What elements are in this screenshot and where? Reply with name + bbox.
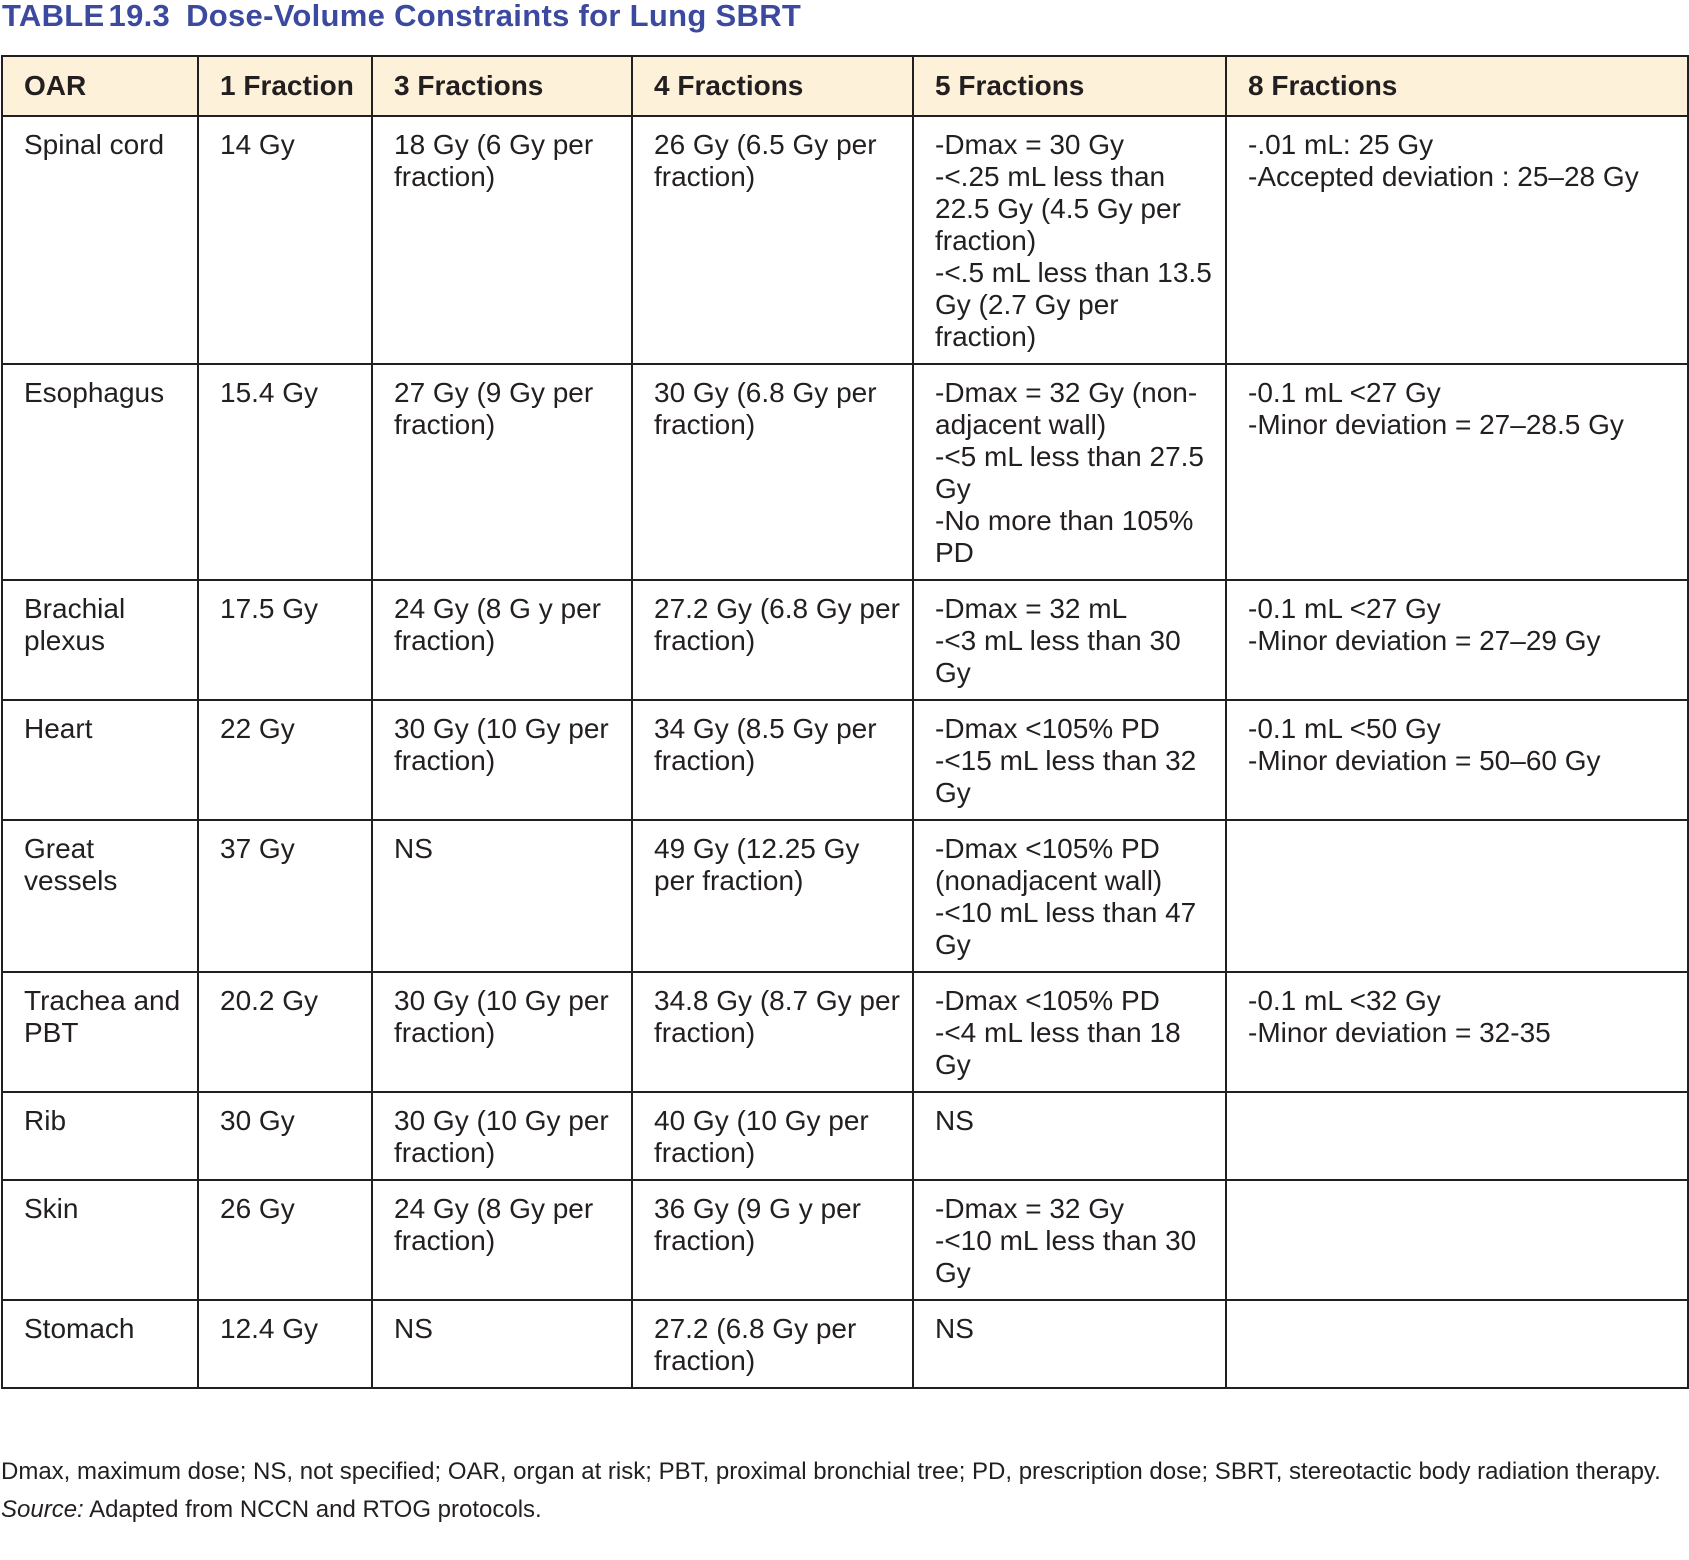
cell-line: Brachial plexus (24, 593, 133, 656)
cell-line: -Minor deviation = 50–60 Gy (1248, 745, 1601, 776)
dose-cell (372, 820, 632, 972)
cell-line: -<3 mL less than 30 Gy (935, 625, 1189, 688)
cell-line: Skin (24, 1193, 79, 1224)
dose-cell (1226, 1300, 1688, 1388)
organ-cell (2, 116, 198, 364)
cell-line: 22 Gy (220, 713, 295, 744)
dose-cell (913, 972, 1226, 1092)
dose-cell (913, 700, 1226, 820)
dose-cell (198, 1300, 372, 1388)
dose-cell (198, 1180, 372, 1300)
dose-cell (1226, 364, 1688, 580)
cell-line: -<5 mL less than 27.5 Gy (935, 441, 1212, 504)
organ-cell (2, 1092, 198, 1180)
cell-line: 24 Gy (8 G y per fraction) (394, 593, 609, 656)
column-header: 4 Fractions (632, 56, 913, 116)
cell-line: Esophagus (24, 377, 165, 408)
cell-line: NS (394, 833, 433, 864)
cell-line: NS (935, 1313, 974, 1344)
cell-line: -Dmax = 32 Gy (non-adjacent wall) (935, 377, 1198, 440)
cell-line: -<15 mL less than 32 Gy (935, 745, 1205, 808)
footnote: Dmax, maximum dose; NS, not specified; OAR, organ at risk; PBT, proximal bronchial tree; PD, prescription dose; SBRT, stereotactic body radiation therapy. (1, 1458, 1661, 1485)
cell-line: 36 Gy (9 G y per fraction) (654, 1193, 869, 1256)
cell-line: -<10 mL less than 47 Gy (935, 897, 1205, 960)
dose-cell (372, 700, 632, 820)
dose-cell (198, 972, 372, 1092)
dose-cell (632, 116, 913, 364)
column-header: 1 Fraction (198, 56, 372, 116)
cell-line: 37 Gy (220, 833, 295, 864)
organ-cell (2, 972, 198, 1092)
dose-cell (372, 364, 632, 580)
cell-line: 27.2 (6.8 Gy per fraction) (654, 1313, 865, 1376)
cell-line: Great vessels (24, 833, 118, 896)
table-row (2, 580, 1688, 700)
organ-cell (2, 580, 198, 700)
cell-line: 12.4 Gy (220, 1313, 319, 1344)
column-header: OAR (2, 56, 198, 116)
dose-cell (632, 700, 913, 820)
organ-cell (2, 364, 198, 580)
cell-line: -0.1 mL <27 Gy (1248, 377, 1441, 408)
dose-cell (1226, 820, 1688, 972)
cell-line: 27 Gy (9 Gy per fraction) (394, 377, 601, 440)
dose-cell (1226, 700, 1688, 820)
dose-cell (372, 1180, 632, 1300)
table-number: 19.3 (108, 0, 171, 33)
column-header: 5 Fractions (913, 56, 1226, 116)
header-row (2, 56, 1688, 116)
cell-line: 17.5 Gy (220, 593, 319, 624)
dose-cell (913, 820, 1226, 972)
source-line (1, 1495, 1681, 1525)
dose-cell (372, 116, 632, 364)
organ-cell (2, 700, 198, 820)
table-caption: Dose-Volume Constraints for Lung SBRT (186, 0, 802, 33)
dose-cell (632, 1300, 913, 1388)
dose-cell (913, 1092, 1226, 1180)
table-row (2, 1092, 1688, 1180)
cell-line: -0.1 mL <27 Gy (1248, 593, 1441, 624)
cell-line: -Accepted deviation : 25–28 Gy (1248, 161, 1639, 192)
dose-cell (198, 580, 372, 700)
table-row (2, 116, 1688, 364)
organ-cell (2, 1300, 198, 1388)
dose-cell (913, 1300, 1226, 1388)
column-header: 8 Fractions (1226, 56, 1688, 116)
cell-line: 34 Gy (8.5 Gy per fraction) (654, 713, 885, 776)
organ-cell (2, 1180, 198, 1300)
cell-line: 26 Gy (6.5 Gy per fraction) (654, 129, 885, 192)
source-label: Source: (1, 1496, 84, 1523)
source-text: Adapted from NCCN and RTOG protocols. (89, 1496, 542, 1523)
cell-line: -0.1 mL <32 Gy (1248, 985, 1441, 1016)
table-notes (1, 1457, 1681, 1525)
cell-line: 14 Gy (220, 129, 295, 160)
cell-line: 30 Gy (10 Gy per fraction) (394, 985, 617, 1048)
dose-cell (1226, 1092, 1688, 1180)
cell-line: Heart (24, 713, 93, 744)
dose-cell (198, 116, 372, 364)
dose-cell (198, 1092, 372, 1180)
cell-line: 15.4 Gy (220, 377, 319, 408)
table-row (2, 972, 1688, 1092)
cell-line: 24 Gy (8 Gy per fraction) (394, 1193, 601, 1256)
cell-line: -.01 mL: 25 Gy (1248, 129, 1434, 160)
dose-cell (913, 580, 1226, 700)
dose-cell (632, 972, 913, 1092)
cell-line: Spinal cord (24, 129, 165, 160)
cell-line: 27.2 Gy (6.8 Gy per fraction) (654, 593, 908, 656)
table-row (2, 700, 1688, 820)
dose-cell (632, 364, 913, 580)
dose-cell (1226, 1180, 1688, 1300)
table-title-label: TABLE (2, 0, 105, 33)
cell-line: 18 Gy (6 Gy per fraction) (394, 129, 601, 192)
cell-line: 40 Gy (10 Gy per fraction) (654, 1105, 877, 1168)
cell-line: 49 Gy (12.25 Gy per fraction) (654, 833, 868, 896)
cell-line: 20.2 Gy (220, 985, 319, 1016)
cell-line: 34.8 Gy (8.7 Gy per fraction) (654, 985, 908, 1048)
dose-cell (632, 820, 913, 972)
dose-cell (913, 364, 1226, 580)
cell-line: -0.1 mL <50 Gy (1248, 713, 1441, 744)
dose-cell (1226, 972, 1688, 1092)
column-header: 3 Fractions (372, 56, 632, 116)
dose-cell (372, 1092, 632, 1180)
dose-cell (198, 700, 372, 820)
cell-line: -Dmax = 30 Gy (935, 129, 1125, 160)
cell-line: -Dmax <105% PD (nonadjacent wall) (935, 833, 1168, 896)
cell-line: -Dmax = 32 mL (935, 593, 1128, 624)
dose-cell (913, 116, 1226, 364)
cell-line: 30 Gy (10 Gy per fraction) (394, 1105, 617, 1168)
dose-cell (632, 1180, 913, 1300)
cell-line: Rib (24, 1105, 67, 1136)
table-row (2, 364, 1688, 580)
table-row (2, 820, 1688, 972)
cell-line: -Minor deviation = 32-35 (1248, 1017, 1551, 1048)
cell-line: -Dmax <105% PD (935, 985, 1160, 1016)
dose-cell (632, 1092, 913, 1180)
cell-line: NS (394, 1313, 433, 1344)
dose-cell (1226, 116, 1688, 364)
organ-cell (2, 820, 198, 972)
table-row (2, 1300, 1688, 1388)
cell-line: 30 Gy (10 Gy per fraction) (394, 713, 617, 776)
dose-cell (372, 972, 632, 1092)
dose-cell (632, 580, 913, 700)
cell-line: -<4 mL less than 18 Gy (935, 1017, 1189, 1080)
cell-line: 30 Gy (220, 1105, 295, 1136)
dose-volume-table (1, 55, 1689, 1389)
dose-cell (372, 580, 632, 700)
cell-line: -<10 mL less than 30 Gy (935, 1225, 1205, 1288)
cell-line: -Minor deviation = 27–29 Gy (1248, 625, 1601, 656)
table-body (2, 116, 1688, 1388)
dose-cell (1226, 580, 1688, 700)
cell-line: -Dmax = 32 Gy (935, 1193, 1125, 1224)
dose-cell (913, 1180, 1226, 1300)
cell-line: 26 Gy (220, 1193, 295, 1224)
dose-cell (198, 364, 372, 580)
cell-line: NS (935, 1105, 974, 1136)
cell-line: Stomach (24, 1313, 135, 1344)
table-row (2, 1180, 1688, 1300)
cell-line: -<.5 mL less than 13.5 Gy (2.7 Gy per fraction) (935, 257, 1220, 352)
table-title (2, 0, 801, 34)
cell-line: 30 Gy (6.8 Gy per fraction) (654, 377, 885, 440)
dose-cell (198, 820, 372, 972)
cell-line: -<.25 mL less than 22.5 Gy (4.5 Gy per fraction) (935, 161, 1189, 256)
cell-line: Trachea and PBT (24, 985, 188, 1048)
cell-line: -No more than 105% PD (935, 505, 1202, 568)
dose-cell (372, 1300, 632, 1388)
cell-line: -Minor deviation = 27–28.5 Gy (1248, 409, 1624, 440)
cell-line: -Dmax <105% PD (935, 713, 1160, 744)
